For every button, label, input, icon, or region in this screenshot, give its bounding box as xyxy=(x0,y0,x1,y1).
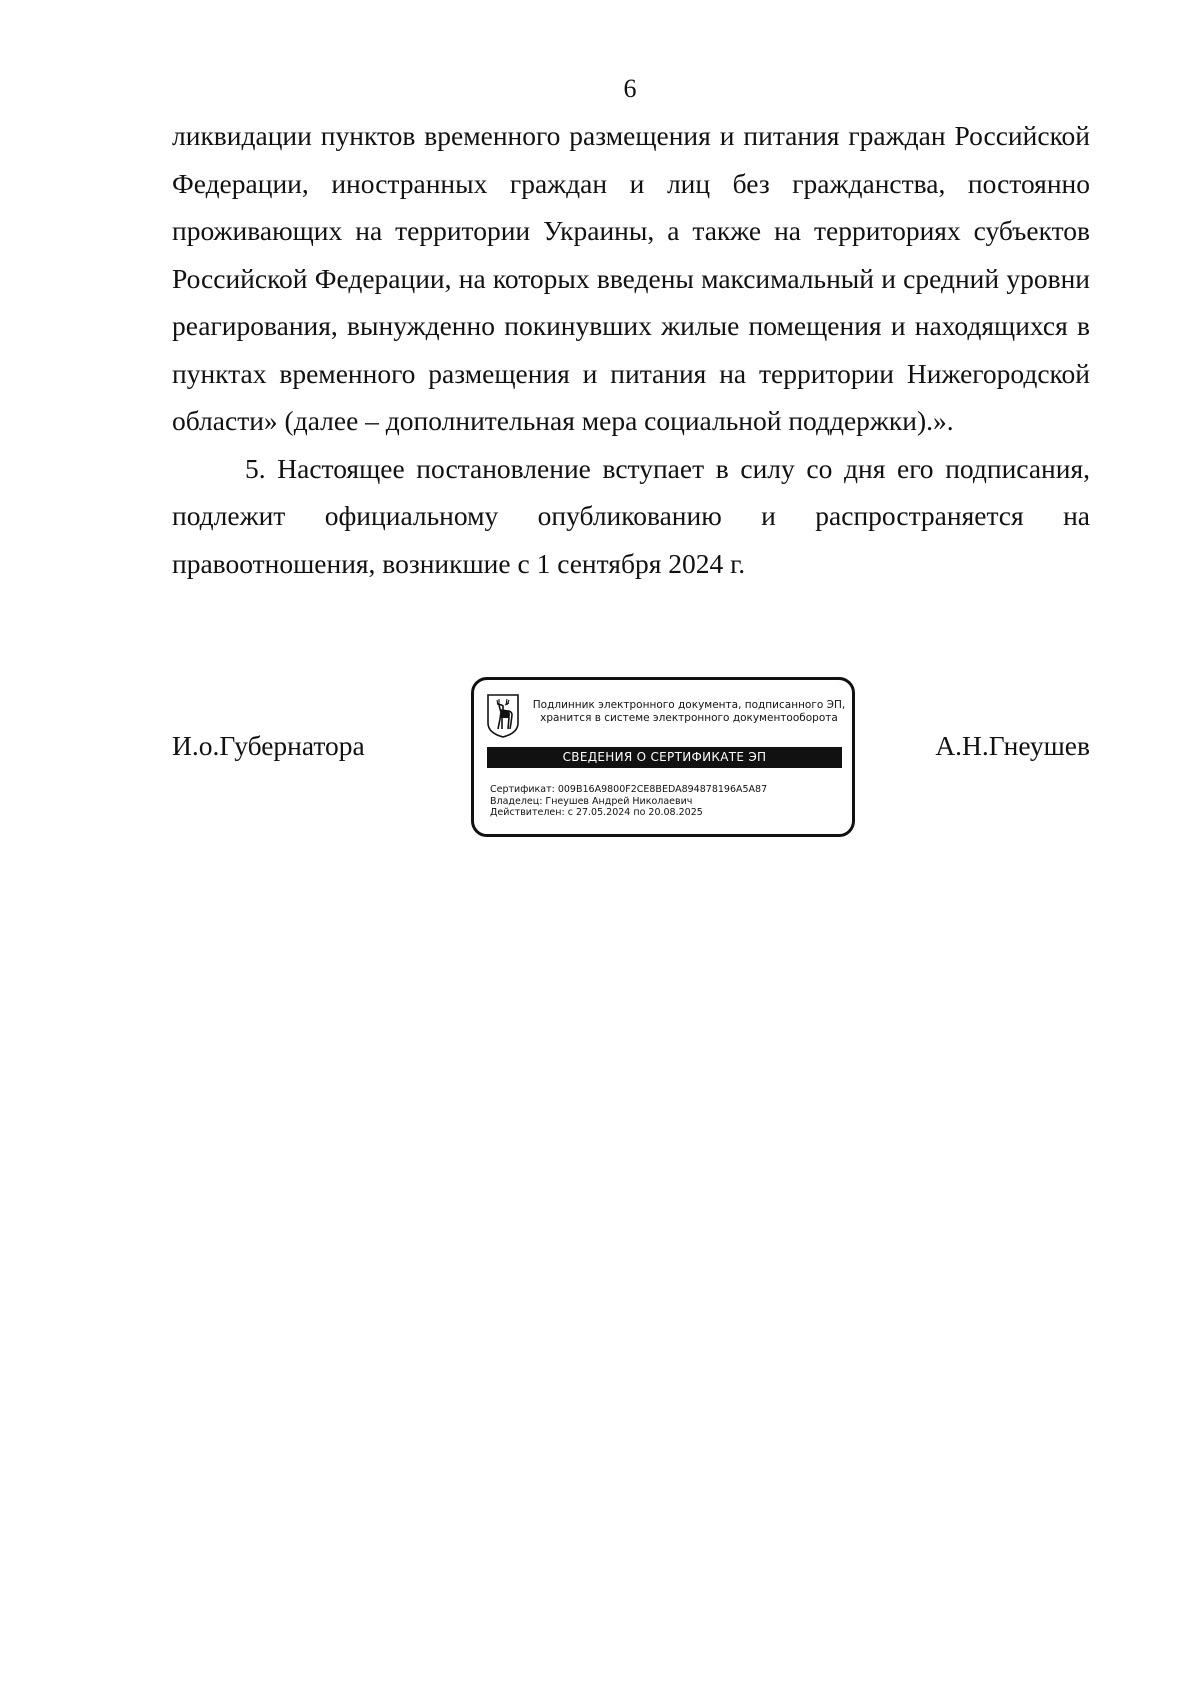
signer-name: А.Н.Гнеушев xyxy=(935,730,1090,761)
stamp-validity: Действителен: с 27.05.2024 по 20.08.2025 xyxy=(490,807,703,818)
stamp-owner: Владелец: Гнеушев Андрей Николаевич xyxy=(490,795,693,807)
document-body xyxy=(172,112,1090,587)
stamp-note xyxy=(526,699,852,725)
stamp-note-line-1: Подлинник электронного документа, подписанного ЭП, xyxy=(532,699,846,711)
signer-position: И.о.Губернатора xyxy=(172,730,365,761)
deer-coat-of-arms-icon xyxy=(486,693,520,739)
paragraph-continuation: ликвидации пунктов временного размещения и питания граждан Российской Федерации, иностранных граждан и лиц без гражданства, постоянно проживающих на территории Украины, а также на территориях субъектов Российской Федерации, на которых введены максимальный и средний уровни реагирования, вынужденно покинувших жилые помещения и находящихся в пунктах временного размещения и питания на территории Нижегородской области» (далее – дополнительная мера социальной поддержки).». xyxy=(172,120,1090,436)
stamp-details xyxy=(490,784,767,819)
paragraph-item-5: 5. Настоящее постановление вступает в силу со дня его подписания, подлежит официальному опубликованию и распространяется на правоотношения, возникшие с 1 сентября 2024 г. xyxy=(172,452,1090,579)
stamp-note-line-2: хранится в системе электронного документооборота xyxy=(540,712,838,724)
electronic-signature-stamp xyxy=(471,677,855,837)
page-number: 6 xyxy=(623,74,637,103)
stamp-certificate: Сертификат: 009B16A9800F2CE8BEDA894878196A5A87 xyxy=(490,784,768,795)
stamp-header: СВЕДЕНИЯ О СЕРТИФИКАТЕ ЭП xyxy=(487,747,842,768)
